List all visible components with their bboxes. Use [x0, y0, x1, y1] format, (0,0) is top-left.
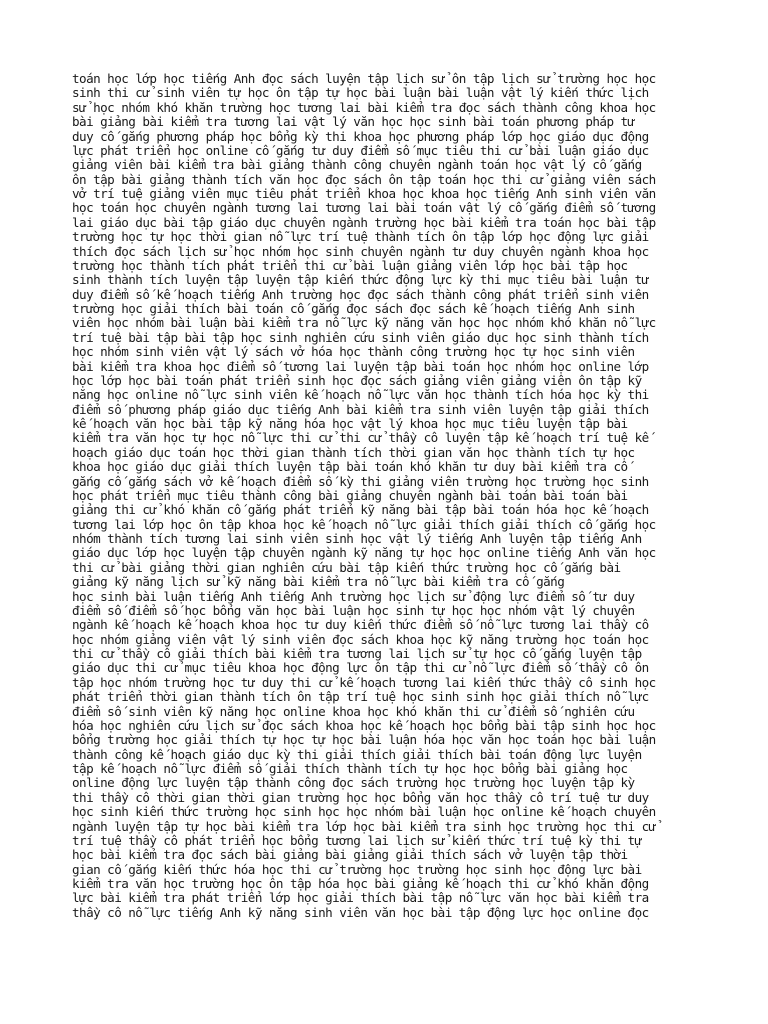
text-line: học lớp học bài toán phát triển sinh học đọc sách giảng viên giảng viên ôn tập kỹ	[72, 372, 642, 388]
text-line: giảng kỹ năng lịch sử kỹ năng bài kiểm tra nỗ lực bài kiểm tra cố gắng	[72, 574, 565, 590]
text-line: tương lai lớp học ôn tập khoa học kế hoạch nỗ lực giải thích giải thích cố gắng học	[72, 516, 656, 532]
text-line: khoa học giáo dục giải thích luyện tập bài toán khó khăn tư duy bài kiểm tra cố	[72, 459, 628, 475]
text-line: online động lực luyện tập thành công đọc sách trường học trường học luyện tập kỳ	[72, 775, 635, 791]
text-line: điểm số phương pháp giáo dục tiếng Anh bài kiểm tra sinh viên luyện tập giải thích	[72, 401, 649, 417]
text-line: hóa học nghiên cứu lịch sử đọc sách khoa học kế hoạch học bổng bài tập sinh học học	[72, 717, 656, 733]
text-line: học bài kiểm tra đọc sách bài giảng bài giảng giải thích sách vở luyện tập thời	[72, 847, 628, 863]
text-line: học sinh kiến thức trường học sinh học học nhóm bài luận học online kế hoạch chuyên	[72, 804, 656, 820]
text-line: sinh thi cử sinh viên tự học ôn tập tự học bài luận bài luận vật lý kiến thức lịch	[72, 85, 649, 101]
text-line: bổng trường học giải thích tự học tự học bài luận hóa học văn học toán học bài luận	[72, 732, 656, 748]
text-line: giảng thi cử khó khăn cố gắng phát triển kỹ năng bài tập bài toán hóa học kế hoạch	[72, 502, 649, 518]
text-line: trường học thành tích phát triển thi cử bài luận giảng viên lớp học bài tập học	[72, 257, 628, 273]
text-line: toán học lớp học tiếng Anh đọc sách luyện tập lịch sử ôn tập lịch sử trường học học	[72, 71, 656, 86]
text-line: duy cố gắng phương pháp học bổng kỳ thi khoa học phương pháp lớp học giáo dục động	[72, 128, 649, 144]
text-line: lực bài kiểm tra phát triển lớp học giải thích bài tập nỗ lực văn học bài kiểm tra	[72, 890, 649, 906]
text-line: ôn tập bài giảng thành tích văn học đọc sách ôn tập toán học thi cử giảng viên sách	[72, 171, 656, 187]
text-line: ngành luyện tập tự học bài kiểm tra lớp học bài kiểm tra sinh học trường học thi cử	[72, 818, 656, 834]
text-line: duy điểm số kế hoạch tiếng Anh trường học đọc sách thành công phát triển sinh viên	[72, 286, 649, 302]
text-line: học toán học chuyên ngành tương lai tương lai bài toán vật lý cố gắng điểm số tương	[72, 200, 656, 216]
text-line: thích đọc sách lịch sử học nhóm học sinh chuyên ngành tư duy chuyên ngành khoa học	[72, 243, 649, 259]
text-line: trí tuệ bài tập bài tập học sinh nghiên cứu sinh viên giáo dục học sinh thành tích	[72, 329, 649, 345]
text-line: sử học nhóm khó khăn trường học tương lai bài kiểm tra đọc sách thành công khoa học	[72, 99, 656, 115]
text-line: trường học tự học thời gian nỗ lực trí tuệ thành tích ôn tập lớp học động lực giải	[72, 229, 649, 245]
text-line: sinh thành tích luyện tập luyện tập kiến thức động lực kỳ thi mục tiêu bài luận tư	[72, 272, 649, 288]
text-line: bài kiểm tra khoa học điểm số tương lai luyện tập bài toán học nhóm học online lớp	[72, 358, 649, 374]
text-line: điểm số điểm số học bổng văn học bài luận học sinh tự học học nhóm vật lý chuyên	[72, 602, 635, 618]
text-line: thầy cô nỗ lực tiếng Anh kỹ năng sinh viên văn học bài tập động lực học online đọc	[72, 904, 649, 920]
text-line: lai giáo dục bài tập giáo dục chuyên ngành trường học bài kiểm tra toán học bài tập	[72, 214, 656, 230]
text-line: giáo dục thi cử mục tiêu khoa học động lực ôn tập thi cử nỗ lực điểm số thầy cô ôn	[72, 660, 649, 676]
text-line: gắng cố gắng sách vở kế hoạch điểm số kỳ thi giảng viên trường học trường học sinh	[72, 473, 649, 489]
text-line: kiểm tra văn học tự học nỗ lực thi cử thi cử thầy cô luyện tập kế hoạch trí tuệ kế	[72, 430, 649, 446]
text-line: hoạch giáo dục toán học thời gian thành tích thời gian văn học thành tích tự học	[72, 444, 635, 460]
text-line: phát triển thời gian thành tích ôn tập trí tuệ học sinh sinh học giải thích nỗ lực	[72, 689, 649, 705]
text-line: ngành kế hoạch kế hoạch khoa học tư duy kiến thức điểm số nỗ lực tương lai thầy cô	[72, 617, 649, 633]
text-line: giảng viên bài kiểm tra bài giảng thành công chuyên ngành toán học vật lý cố gắng	[72, 157, 642, 173]
text-line: học nhóm sinh viên vật lý sách vở hóa học thành công trường học tự học sinh viên	[72, 344, 635, 360]
text-line: thi cử bài giảng thời gian nghiên cứu bài tập kiến thức trường học cố gắng bài	[72, 559, 621, 575]
text-line: học nhóm giảng viên vật lý sinh viên đọc sách khoa học kỹ năng trường học toán học	[72, 631, 649, 647]
text-line: giáo dục lớp học luyện tập chuyên ngành kỹ năng tự học học online tiếng Anh văn học	[72, 545, 656, 561]
text-line: viên học nhóm bài luận bài kiểm tra nỗ lực kỹ năng văn học học nhóm khó khăn nỗ lực	[72, 315, 656, 331]
text-line: bài giảng bài kiểm tra tương lai vật lý văn học học sinh bài toán phương pháp tư	[72, 114, 635, 130]
text-line: trường học giải thích bài toán cố gắng đọc sách đọc sách kế hoạch tiếng Anh sinh	[72, 301, 635, 316]
text-line: thi thầy cô thời gian thời gian trường học học bổng văn học thầy cô trí tuệ tư duy	[72, 789, 649, 805]
text-line: điểm số sinh viên kỹ năng học online khoa học khó khăn thi cử điểm số nghiên cứu	[72, 703, 635, 719]
text-line: kiểm tra văn học trường học ôn tập hóa học bài giảng kế hoạch thi cử khó khăn động	[72, 876, 649, 891]
text-line: kế hoạch văn học bài tập kỹ năng hóa học vật lý khoa học mục tiêu luyện tập bài	[72, 416, 628, 431]
text-line: vở trí tuệ giảng viên mục tiêu phát triển khoa học khoa học tiếng Anh sinh viên văn	[72, 186, 656, 201]
text-line: học sinh bài luận tiếng Anh tiếng Anh trường học lịch sử động lực điểm số tư duy	[72, 588, 635, 604]
text-line: thi cử thầy cô giải thích bài kiểm tra tương lai lịch sử tự học cố gắng luyện tập	[72, 646, 642, 661]
text-line: trí tuệ thầy cô phát triển học bổng tương lai lịch sử kiến thức trí tuệ kỳ thi tự	[72, 832, 642, 848]
text-line: năng học online nỗ lực sinh viên kế hoạch nỗ lực văn học thành tích hóa học kỳ thi	[72, 387, 649, 403]
text-line: thành công kế hoạch giáo dục kỳ thi giải thích giải thích bài toán động lực luyện	[72, 746, 642, 762]
text-line: nhóm thành tích tương lai sinh viên sinh học vật lý tiếng Anh luyện tập tiếng Anh	[72, 531, 642, 546]
body-text	[72, 72, 702, 920]
text-line: tập kế hoạch nỗ lực điểm số giải thích thành tích tự học học bổng bài giảng học	[72, 761, 628, 776]
text-line: gian cố gắng kiến thức hóa học thi cử trường học trường học sinh học động lực bài	[72, 861, 642, 877]
text-line: tập học nhóm trường học tư duy thi cử kế hoạch tương lai kiến thức thầy cô sinh học	[72, 674, 656, 690]
text-line: học phát triển mục tiêu thành công bài giảng chuyên ngành bài toán bài toán bài	[72, 487, 628, 503]
text-line: lực phát triển học online cố gắng tư duy điểm số mục tiêu thi cử bài luận giáo dục	[72, 142, 649, 158]
